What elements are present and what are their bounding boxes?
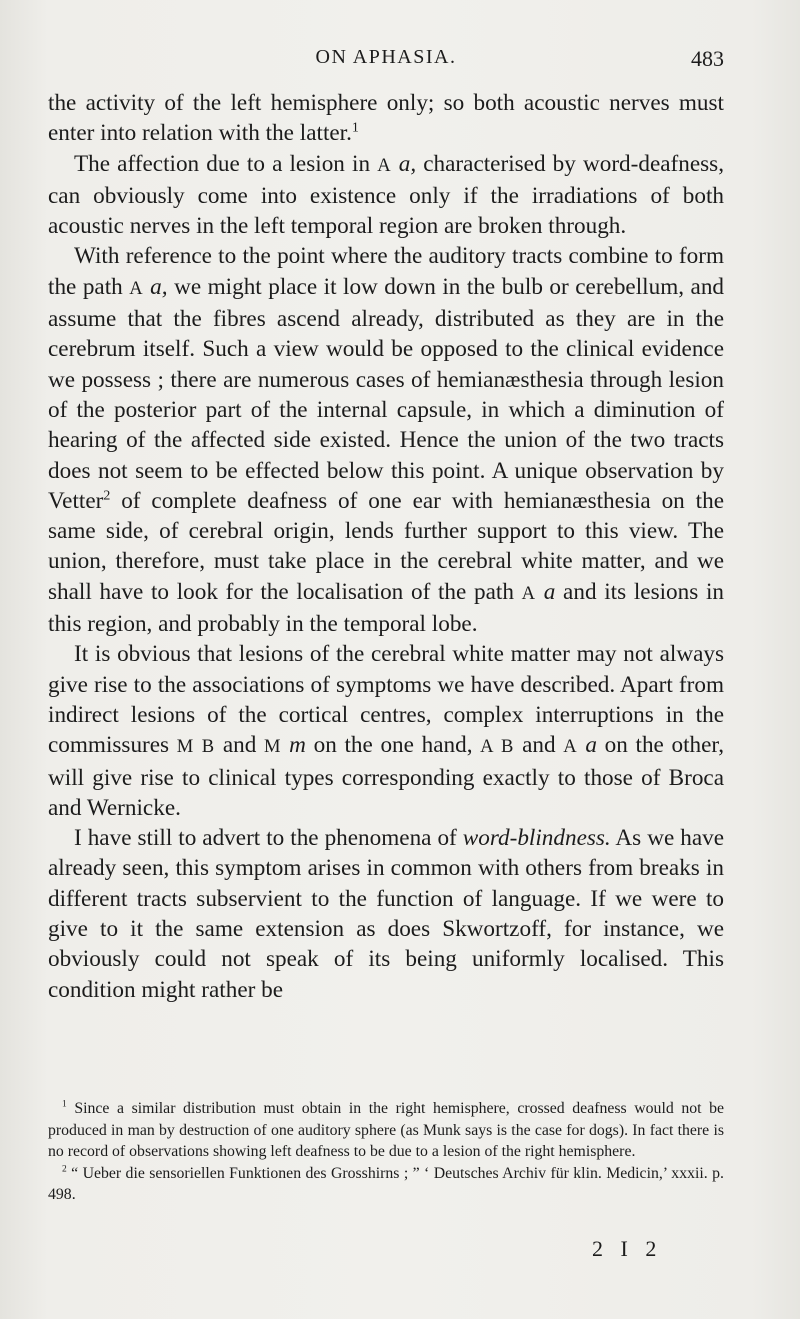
italic-text: a, <box>391 150 417 177</box>
text-run: on the one hand, <box>305 732 481 759</box>
footnote-ref: 1 <box>351 120 359 136</box>
italic-text: word-blindness. <box>462 825 611 852</box>
signature-mark: 2 I 2 <box>592 1236 663 1261</box>
footnote-ref: 2 <box>62 1164 67 1175</box>
footnote <box>48 1163 724 1206</box>
page-header <box>48 46 724 78</box>
footnote-ref: 1 <box>62 1099 67 1110</box>
running-title: ON APHASIA. <box>315 46 457 68</box>
path-label-caps: A <box>563 736 578 758</box>
italic-text: a <box>536 578 556 605</box>
body-text <box>48 88 724 1005</box>
text-run: I have still to advert to the phenomena of <box>74 825 463 852</box>
paragraph <box>48 639 724 823</box>
path-label-caps: M <box>264 736 282 758</box>
text-run: The affection due to a lesion in <box>74 150 378 177</box>
footnotes <box>48 1098 724 1206</box>
text-run: on the other, will give rise to clinical types corresponding exactly to those of Broca and Wernicke. <box>48 732 725 821</box>
text-run: and its lesions in this region, and probably in the temporal lobe. <box>48 578 724 638</box>
paragraph <box>48 241 724 639</box>
path-label-caps: A <box>377 154 392 176</box>
text-run: and <box>514 732 564 759</box>
text-run: Since a similar distribution must obtain in the right hemisphere, crossed deafness would not be produced in man by destruction of one auditory sphere (as Munk says is the case for dogs). In fact there is no record of observations showing left deafness to be due to a lesion of the right hemisphere. <box>48 1100 724 1160</box>
text-run: and <box>215 732 264 759</box>
path-label-caps: A B <box>480 736 515 758</box>
footnote <box>48 1098 724 1163</box>
text-run: characterised by word-deafness, can obviously come into existence only if the irradiations of both acoustic nerves in the left temporal region are broken through. <box>48 150 725 240</box>
paragraph <box>48 823 724 1005</box>
footnote-ref: 2 <box>103 488 111 504</box>
path-label-caps: A <box>521 582 537 604</box>
text-run: It is obvious that lesions of the cerebral white matter may not always give rise to the associations of symptoms we have described. Apart from indirect lesions of the cortical centres, complex interruptions in the commissures <box>48 641 724 759</box>
italic-text: a <box>577 732 597 759</box>
text-run: “ Ueber die sensoriellen Funktionen des Grosshirns ; ” ‘ Deutsches Archiv für klin. Medicin,’ xxxii. p. 498. <box>48 1164 724 1203</box>
text-run: As we have already seen, this symptom arises in common with others from breaks in different tracts subservient to the function of language. If we were to give to it the same extension as does Skwortzoff, for instance, we obviously could not speak of its being uniformly localised. This condition might rather be <box>48 825 724 1003</box>
text-run: we might place it low down in the bulb or cerebellum, and assume that the fibres ascend already, distributed as they are in the cerebrum itself. Such a view would be opposed to the clinical evidence we possess ; there are numerous cases of hemianæsthesia through lesion of the posterior part of the internal capsule, in which a diminution of hearing of the affected side existed. Hence the union of the two tracts does not seem to be effected below this point. A unique observation by Vetter <box>48 273 725 514</box>
italic-text: a, <box>143 273 168 300</box>
text-run: With reference to the point where the auditory tracts combine to form the path <box>48 243 724 300</box>
path-label-caps: A <box>129 277 144 299</box>
page-number: 483 <box>691 46 724 71</box>
text-run: the activity of the left hemisphere only; so both acoustic nerves must enter into relation with the latter. <box>48 90 724 147</box>
paragraph <box>48 88 724 149</box>
italic-text: m <box>281 732 306 759</box>
text-run: of complete deafness of one ear with hemianæsthesia on the same side, of cerebral origin, lends further support to this view. The union, therefore, must take place in the cerebral white matter, and we shall have to look for the localisation of the path <box>48 487 724 605</box>
paragraph <box>48 149 724 242</box>
path-label-caps: M B <box>176 736 216 758</box>
